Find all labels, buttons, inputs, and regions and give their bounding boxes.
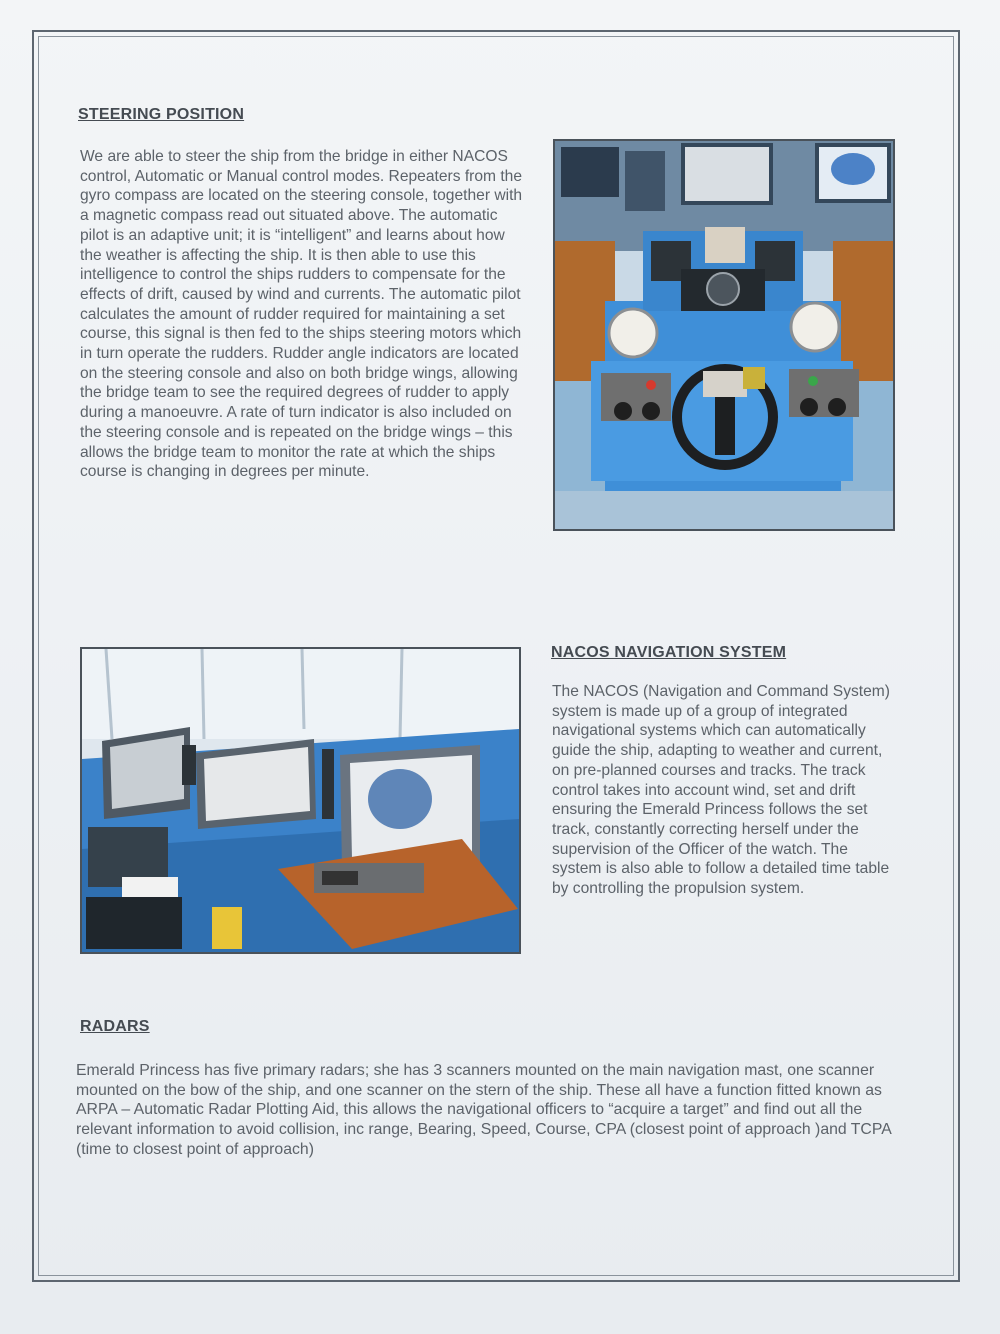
steering-position-heading: STEERING POSITION	[78, 106, 245, 123]
radars-heading: RADARS	[80, 1018, 150, 1035]
steering-console-photo	[553, 139, 895, 531]
nacos-navigation-text: The NACOS (Navigation and Command System) system is made up of a group of integrated navigational systems which can automatically guide the ship, adapting to weather and current, on pre-planned courses and tracks. The track control takes into account wind, set and drift ensuring the Emerald Princess follows the set track, constantly correcting herself under the supervision of the Officer of the watch. The system is also able to follow a detailed time table by controlling the propulsion system.	[552, 683, 890, 898]
radars-text: Emerald Princess has five primary radars; she has 3 scanners mounted on the main navigation mast, one scanner mounted on the bow of the ship, and one scanner on the stern of the ship. These all have a function fitted known as ARPA – Automatic Radar Plotting Aid, this allows the navigational officers to “acquire a target” and find out all the relevant information to avoid collision, inc range, Bearing, Speed, Course, CPA (closest point of approach )and TCPA (time to closest point of approach)	[76, 1062, 891, 1158]
nacos-bridge-photo	[80, 647, 521, 954]
nacos-navigation-heading: NACOS NAVIGATION SYSTEM	[551, 644, 787, 661]
steering-position-text: We are able to steer the ship from the bridge in either NACOS control, Automatic or Manual control modes. Repeaters from the gyro compass are located on the steering console, together with a magnetic compass read out situated above. The automatic pilot is an adaptive unit; it is “intelligent” and learns about how the weather is affecting the ship. It is then able to use this intelligence to control the ships rudders to compensate for the effects of drift, caused by wind and currents. The automatic pilot calculates the amount of rudder required for maintaining a set course, this signal is then fed to the ships steering motors which in turn operate the rudders. Rudder angle indicators are located on the steering console and also on both bridge wings, allowing the bridge team to see the required degrees of rudder to apply during a manoeuvre. A rate of turn indicator is also included on the steering console and is repeated on the bridge wings – this allows the bridge team to monitor the rate at which the ships course is changing in degrees per minute.	[80, 148, 523, 481]
